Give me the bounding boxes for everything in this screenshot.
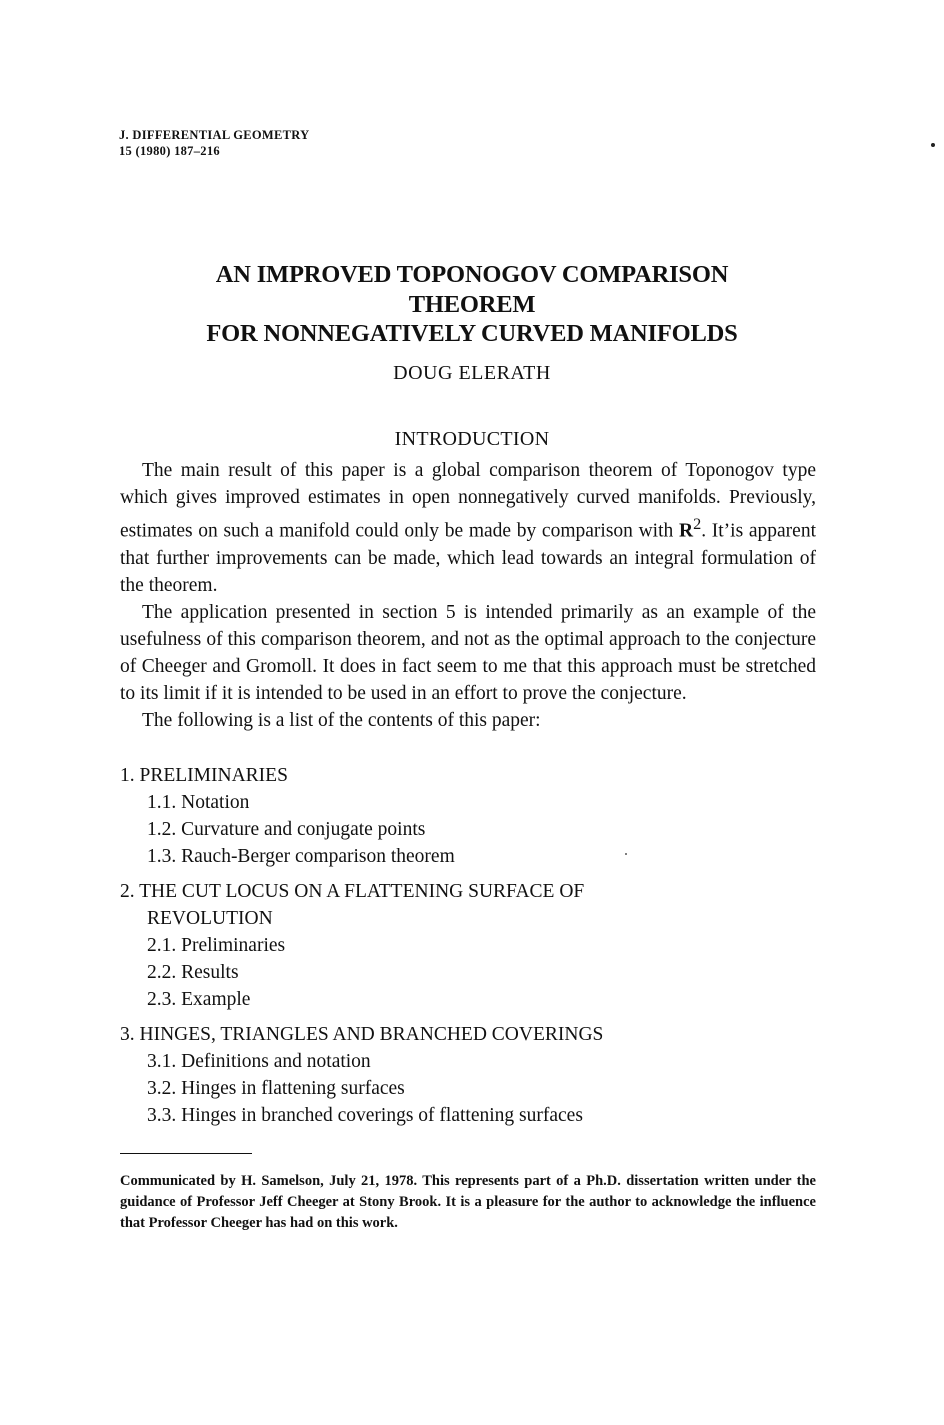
toc-section [120,762,820,870]
toc-item: 1.1. Notation [147,792,250,813]
paper-title [120,260,824,349]
toc-item: 2.3. Example [147,989,251,1010]
toc-item: 2.2. Results [147,962,239,983]
journal-citation: 15 (1980) 187–216 [119,144,220,158]
paragraph: The application presented in section 5 is intended primarily as an example of the usefulness of this comparison theorem, and not as the optimal approach to the conjecture of Cheeger and Gromoll. It does in fact seem to me that this approach must be stretched to its limit if it is intended to be used in an effort to prove the conjecture. [120,601,816,704]
paragraph-text: . It’is apparent that further improvements can be made, which lead towards an integral formulation of the theorem. [120,520,816,596]
footnote: Communicated by H. Samelson, July 21, 1978. This represents part of a Ph.D. dissertation written under the guidance of Professor Jeff Cheeger at Stony Brook. It is a pleasure for the author to acknowledge the influence that Professor Cheeger has had on this work. [120,1173,816,1231]
toc-item: 3.3. Hinges in branched coverings of flattening surfaces [147,1105,583,1126]
toc-item: 3.2. Hinges in flattening surfaces [147,1078,405,1099]
introduction-body [120,457,816,734]
toc-item: 1.2. Curvature and conjugate points [147,819,426,840]
math-symbol: R [678,520,694,542]
journal-header [119,127,309,159]
toc-section-title: 3. HINGES, TRIANGLES AND BRANCHED COVERINGS [120,1024,604,1045]
toc-item: 1.3. Rauch-Berger comparison theorem [147,846,455,867]
math-superscript: 2 [693,515,702,533]
author-name: DOUG ELERATH [393,362,551,384]
toc-section-title: 1. PRELIMINARIES [120,765,288,786]
toc-section-title-continued: REVOLUTION [147,908,273,929]
paragraph-text: The main result of this paper is a global comparison theorem of Toponogov type which gives improved estimates in open nonnegatively curved manifolds. Previously, estimates on such a manifold could only be made by comparison with [120,460,816,542]
table-of-contents [120,762,820,1137]
journal-name: J. DIFFERENTIAL GEOMETRY [119,128,310,142]
toc-item: 2.1. Preliminaries [147,935,286,956]
paragraph: The following is a list of the contents of this paper: [142,709,541,731]
scan-speck [931,143,935,147]
paragraph [120,457,816,599]
toc-section-title: 2. THE CUT LOCUS ON A FLATTENING SURFACE OF [120,881,585,902]
section-heading-introduction: INTRODUCTION [394,428,550,450]
title-line: FOR NONNEGATIVELY CURVED MANIFOLDS [206,320,738,347]
title-line: THEOREM [408,290,536,318]
toc-item: 3.1. Definitions and notation [147,1051,371,1072]
toc-section [120,1021,820,1129]
toc-section [120,878,820,1013]
title-line: AN IMPROVED TOPONOGOV COMPARISON [215,261,729,288]
footnote-rule [120,1153,252,1154]
